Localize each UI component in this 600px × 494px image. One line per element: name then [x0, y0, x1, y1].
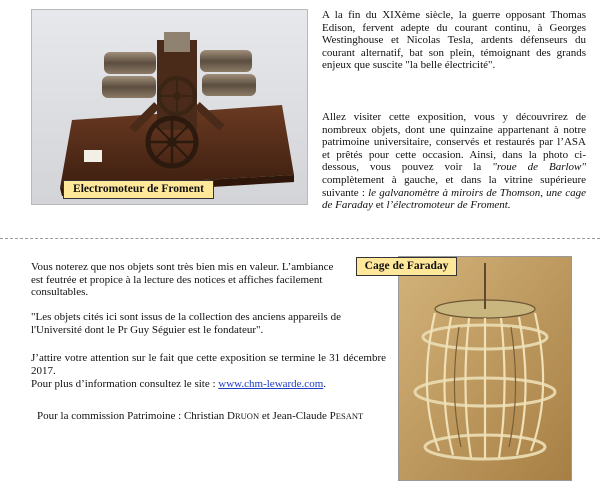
- visit-em-1: "roue de Barlow": [492, 161, 586, 174]
- visit-text-3: et: [373, 199, 387, 212]
- faraday-photo-frame: [398, 256, 572, 481]
- sig-prefix: Pour la commission Patrimoine : Christian D: [37, 410, 235, 422]
- electromoteur-caption: Electromoteur de Froment: [63, 180, 214, 199]
- sig-druon: RUON: [235, 411, 260, 421]
- site-link[interactable]: www.chm-lewarde.com: [218, 378, 324, 390]
- sig-pesant: ESANT: [335, 411, 364, 421]
- ambiance-paragraph: Vous noterez que nos objets sont très bien mis en valeur. L’ambiance est feutrée et propice à la lecture des notices et affiches facilement consultables.: [31, 261, 334, 299]
- faraday-caption: Cage de Faraday: [356, 257, 457, 276]
- visit-paragraph: [322, 111, 586, 212]
- electromoteur-photo-frame: [31, 9, 308, 205]
- electromoteur-photo: [32, 10, 307, 204]
- sig-mid: et Jean-Claude P: [259, 410, 336, 422]
- visit-em-2: le galvanomètre à miroirs de Thomson, une cage de Faraday: [322, 186, 586, 212]
- info-prefix: Pour plus d’information consultez le site :: [31, 378, 219, 390]
- info-line: [31, 378, 391, 391]
- section-divider: [0, 238, 600, 239]
- visit-text-1: Allez visiter cette exposition, vous y découvrirez de nombreux objets, dont une quinzaine appartenant à notre patrimoine universitaire, conservés et restaurés par l’ASA et prêtés pour cette occasion. Ainsi, dans la photo ci-dessous, vous pouvez voir la: [322, 111, 586, 174]
- faraday-cage-photo: [399, 257, 571, 480]
- intro-paragraph: A la fin du XIXème siècle, la guerre opposant Thomas Edison, fervent adepte du courant continu, à Georges Westinghouse et Nicolas Tesla, ardents défenseurs du courant alternatif, bat son plein, témoignant des grands enjeux que suscite "la belle électricité".: [322, 9, 586, 72]
- visit-text-2: complètement à gauche, et dans la vitrine supérieure suivante :: [322, 173, 586, 199]
- signature-line: [37, 410, 407, 423]
- info-suffix: .: [323, 378, 326, 390]
- visit-em-3: l’électromoteur de Froment.: [386, 199, 511, 212]
- quote-paragraph: "Les objets cités ici sont issus de la collection des anciens appareils de l'Université dont le Pr Guy Séguier est le fondateur".: [31, 311, 341, 336]
- closing-paragraph: J’attire votre attention sur le fait que cette exposition se termine le 31 décembre 2017.: [31, 352, 386, 377]
